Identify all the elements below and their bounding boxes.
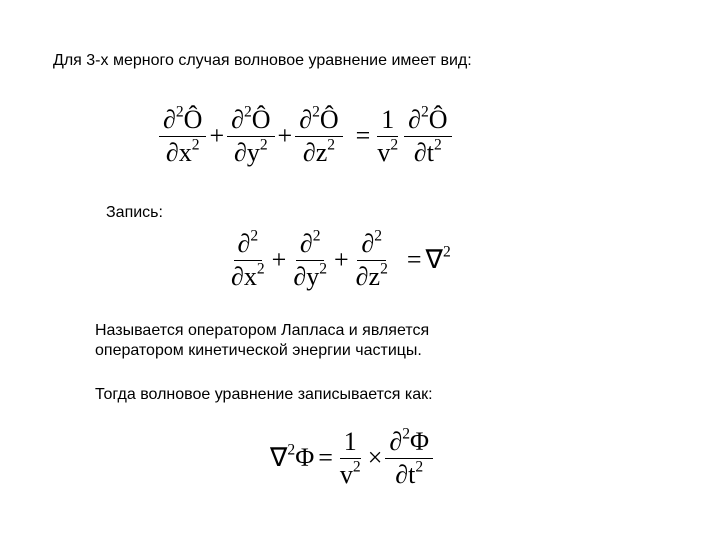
times-sign: ×	[367, 443, 383, 472]
equals-sign: =	[406, 245, 422, 274]
then-text: Тогда волновое уравнение записывается как:	[95, 386, 433, 403]
nabla-symbol: ∇$^2$	[425, 243, 451, 274]
fraction-one-over-v-squared: $\frac{1}{v^2}$	[377, 104, 399, 167]
fraction-d2phi-dt2: $\frac{\partial^2\Phi}{\partial t^2}$	[385, 429, 433, 488]
wave-equation-3d	[158, 100, 453, 172]
paragraph-line-1: Называется оператором Лапласа и является	[95, 322, 430, 339]
fraction-t-term: $\frac{\partial^2Ô}{\partial t^2}$	[404, 107, 451, 166]
plus-sign: +	[333, 245, 349, 274]
laplace-operator-definition	[226, 225, 453, 295]
fraction-x-term: $\frac{\partial^2Ô}{\partial x^2}$	[159, 107, 206, 166]
fraction-y-term: $\frac{\partial^2Ô}{\partial y^2}$	[227, 107, 274, 166]
nabla-squared-phi: ∇$^2$Φ	[270, 441, 315, 472]
paragraph-line-2: оператором кинетической энергии частицы.	[95, 342, 422, 359]
fraction-d2-dz2: $\frac{\partial^2}{\partial z^2}$	[355, 226, 388, 291]
heading-text: Для 3-х мерного случая волновое уравнение имеет вид:	[53, 52, 472, 69]
notation-label: Запись:	[106, 204, 163, 221]
fraction-z-term: $\frac{\partial^2Ô}{\partial z^2}$	[295, 107, 342, 166]
plus-sign: +	[271, 245, 287, 274]
fraction-d2-dy2: $\frac{\partial^2}{\partial y^2}$	[293, 226, 327, 291]
equals-sign: =	[355, 121, 371, 150]
plus-sign: +	[209, 121, 225, 150]
fraction-one-over-v-squared: $\frac{1}{v^2}$	[339, 426, 361, 489]
equals-sign: =	[318, 443, 333, 472]
fraction-d2-dx2: $\frac{\partial^2}{\partial x^2}$	[231, 226, 265, 291]
wave-equation-laplacian-form	[268, 422, 434, 494]
plus-sign: +	[277, 121, 293, 150]
